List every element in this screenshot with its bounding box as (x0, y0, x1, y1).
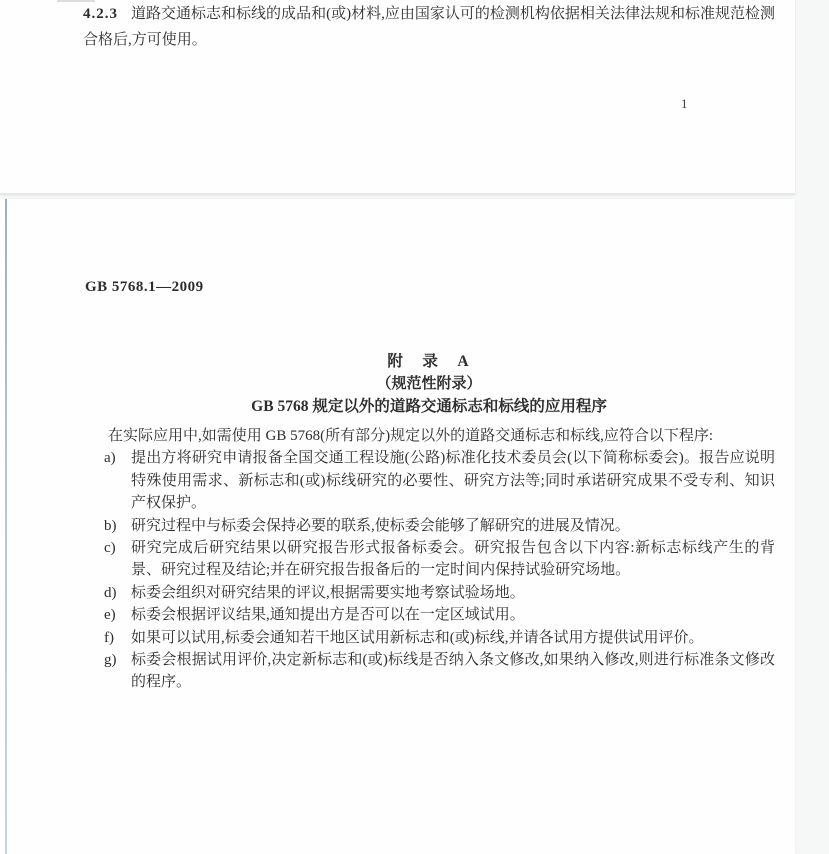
item-label: a) (104, 450, 116, 467)
clause-paragraph (83, 1, 775, 53)
item-label: e) (104, 607, 116, 624)
appendix-title: 附 录 A (387, 353, 471, 370)
procedure-item (83, 447, 775, 514)
item-text: 如果可以试用,标委会通知若干地区试用新标志和(或)标线,并请各试用方提供试用评价。 (131, 629, 704, 646)
item-text: 研究过程中与标委会保持必要的联系,使标委会能够了解研究的进展及情况。 (131, 517, 630, 534)
clause-text: 道路交通标志和标线的成品和(或)材料,应由国家认可的检测机构依据相关法律法规和标准规范检测合格后,方可使用。 (83, 6, 775, 48)
procedure-item (83, 537, 775, 582)
procedure-item (83, 604, 775, 626)
clause-number: 4.2.3 (83, 6, 118, 22)
item-text: 标委会根据试用评价,决定新标志和(或)标线是否纳入条文修改,如果纳入修改,则进行标准条文修改的程序。 (131, 652, 775, 691)
document-page-2 (0, 199, 795, 854)
item-label: d) (104, 584, 117, 601)
document-page-1 (0, 0, 795, 194)
appendix-heading: GB 5768 规定以外的道路交通标志和标线的应用程序 (251, 398, 607, 415)
appendix-body (83, 425, 775, 694)
procedure-item (83, 515, 775, 537)
item-label: b) (104, 517, 117, 534)
item-text: 研究完成后研究结果以研究报告形式报备标委会。研究报告包含以下内容:新标志标线产生的背景、研究过程及结论;并在研究报告报备后的一定时间内保持试验研究场地。 (131, 540, 775, 579)
page-number: 1 (681, 96, 688, 111)
item-text: 标委会组织对研究结果的评议,根据需要实地考察试验场地。 (131, 584, 525, 601)
standard-code: GB 5768.1—2009 (85, 279, 204, 295)
item-label: c) (104, 540, 116, 557)
intro-paragraph: 在实际应用中,如需使用 GB 5768(所有部分)规定以外的道路交通标志和标线,应符合以下程序: (108, 428, 713, 444)
procedure-item (83, 627, 775, 649)
item-text: 标委会根据评议结果,通知提出方是否可以在一定区域试用。 (131, 607, 525, 624)
item-text: 提出方将研究申请报备全国交通工程设施(公路)标准化技术委员会(以下简称标委会)。报告应说明特殊使用需求、新标志和(或)标线研究的必要性、研究方法等;同时承诺研究成果不受专利、知识产权保护。 (131, 450, 775, 512)
item-label: g) (104, 652, 117, 669)
item-label: f) (104, 629, 114, 646)
procedure-item (83, 649, 775, 694)
procedure-item (83, 582, 775, 604)
page-edge-scan-line (5, 199, 7, 854)
appendix-subtitle: （规范性附录） (376, 376, 482, 392)
